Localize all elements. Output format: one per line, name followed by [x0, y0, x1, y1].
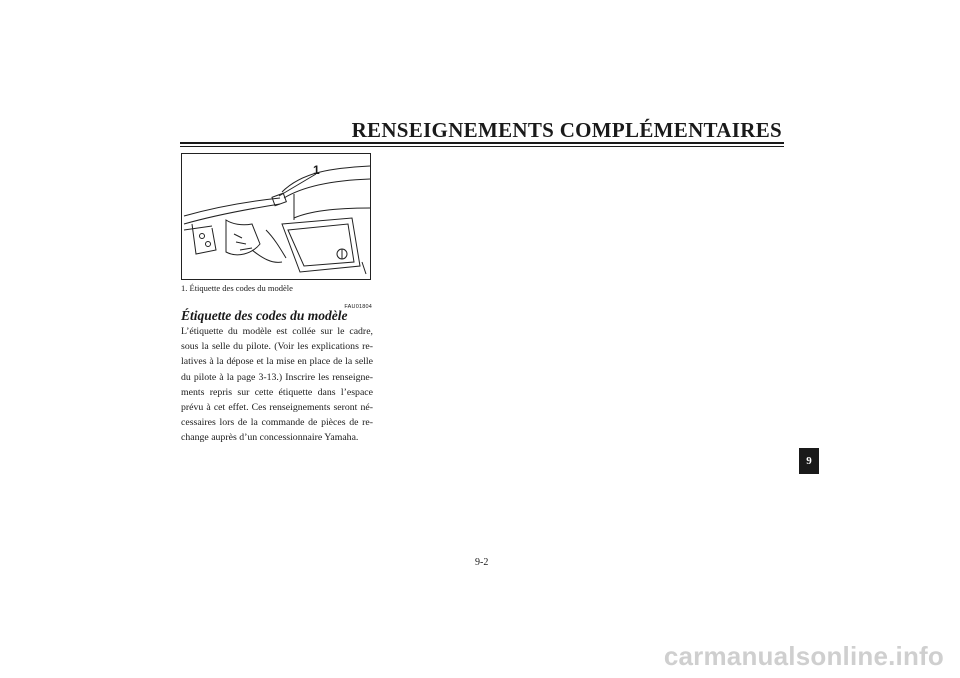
motorcycle-seat-drawing [182, 154, 372, 281]
section-heading: Étiquette des codes du modèle [181, 308, 348, 323]
callout-number: 1 [313, 163, 320, 177]
page-header [180, 118, 784, 146]
section-body-text: L’étiquette du modèle est collée sur le cadre, sous la selle du pilote. (Voir les explications re-latives à la dépose et la mise en place de la selle du pilote à la page 3-13.) Inscrire les renseigne-ments repris sur cette étiquette dans l’espace prévu à cet effet. Ces renseignements seront né-cessaires lors de la commande de pièces de re-change auprès d’un concessionnaire Yamaha. [181, 326, 373, 444]
header-rule-thick [180, 142, 784, 144]
page-title: RENSEIGNEMENTS COMPLÉMENTAIRES [351, 118, 782, 142]
header-rule-thin [180, 146, 784, 147]
chapter-tab: 9 [799, 448, 819, 474]
figure-caption: 1. Étiquette des codes du modèle [181, 283, 293, 293]
watermark: carmanualsonline.info [663, 641, 944, 671]
reference-code: FAU01804 [344, 304, 372, 310]
model-label-illustration [181, 153, 371, 280]
page-number: 9-2 [475, 557, 489, 568]
